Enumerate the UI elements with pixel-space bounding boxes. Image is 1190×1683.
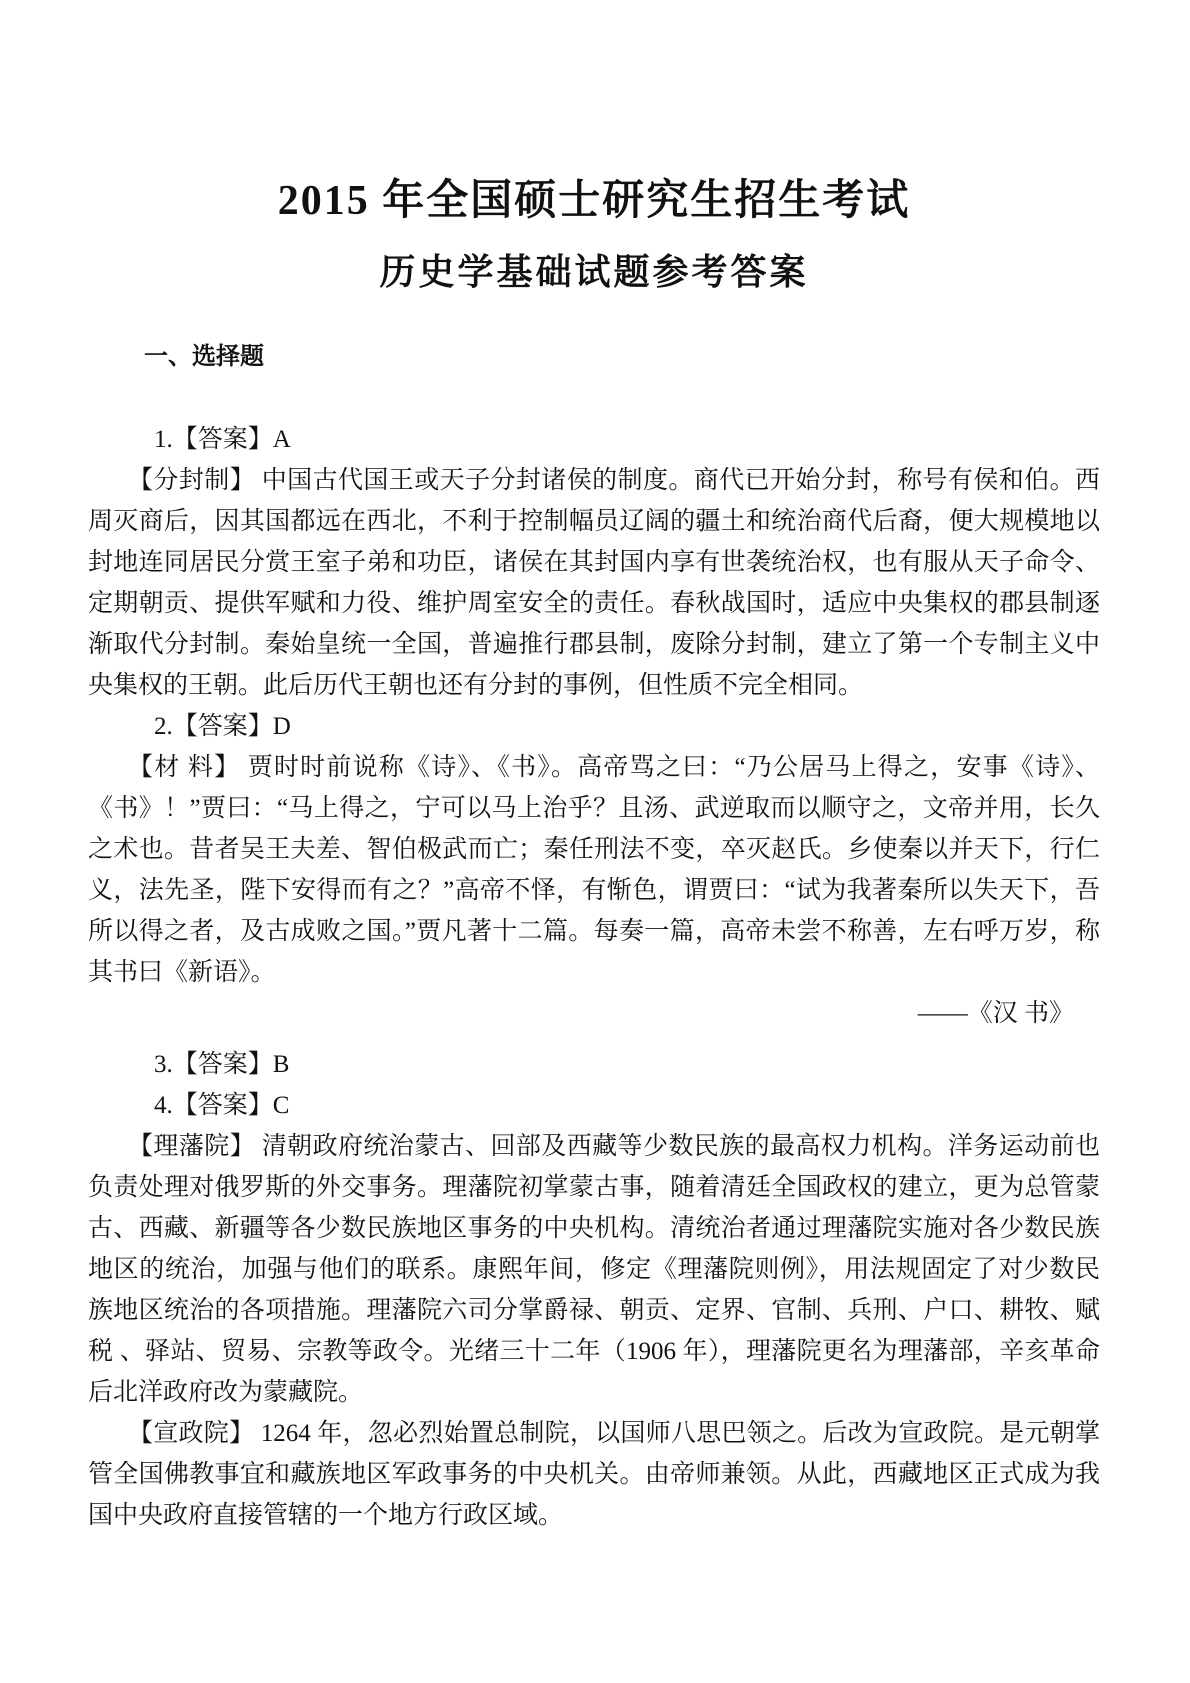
definition-paragraph-xuanzhengyuan: 【宣政院】 1264 年，忽必烈始置总制院，以国师八思巴领之。后改为宣政院。是元朝掌管全国佛教事宜和藏族地区军政事务的中央机关。由帝师兼领。从此，西藏地区正式成为我国中央政府直接管辖的一个地方行政区域。 <box>88 1420 1100 1529</box>
page-subtitle: 历史学基础试题参考答案 <box>379 251 809 292</box>
answer-line-4: 4.【答案】C <box>154 1092 290 1119</box>
page-title: 2015 年全国硕士研究生招生考试 <box>277 178 911 224</box>
answer-line-2: 2.【答案】D <box>154 713 291 740</box>
section-heading-multiple-choice: 一、选择题 <box>144 343 264 370</box>
source-attribution: ——《汉 书》 <box>917 1000 1074 1027</box>
answer-line-1: 1.【答案】A <box>154 426 291 453</box>
material-paragraph-hanshu: 【材 料】 贾时时前说称《诗》、《书》。高帝骂之曰：“乃公居马上得之，安事《诗》、《书》！”贾曰：“马上得之，宁可以马上治乎？且汤、武逆取而以顺守之，文帝并用，长久之术也。昔者吴王夫差、智伯极武而亡；秦任刑法不变，卒灭赵氏。乡使秦以并天下，行仁义，法先圣，陛下安得而有之？”高帝不怿，有惭色，谓贾曰：“试为我著秦所以失天下，吾所以得之者，及古成败之国。”贾凡著十二篇。每奏一篇，高帝未尝不称善，左右呼万岁，称其书曰《新语》。 <box>88 754 1100 986</box>
answers-body <box>88 419 1100 1536</box>
answer-line-3: 3.【答案】B <box>154 1051 290 1078</box>
definition-paragraph-lifanyuan: 【理藩院】 清朝政府统治蒙古、回部及西藏等少数民族的最高权力机构。洋务运动前也负责处理对俄罗斯的外交事务。理藩院初掌蒙古事，随着清廷全国政权的建立，更为总管蒙古、西藏、新疆等各少数民族地区事务的中央机构。清统治者通过理藩院实施对各少数民族地区的统治，加强与他们的联系。康熙年间，修定《理藩院则例》，用法规固定了对少数民族地区统治的各项措施。理藩院六司分掌爵禄、朝贡、定界、官制、兵刑、户口、耕牧、赋税 、驿站、贸易、宗教等政令。光绪三十二年（1906 年），理藩院更名为理藩部，辛亥革命后北洋政府改为蒙藏院。 <box>88 1133 1100 1406</box>
definition-paragraph-fenfengzhi: 【分封制】 中国古代国王或天子分封诸侯的制度。商代已开始分封，称号有侯和伯。西周灭商后，因其国都远在西北，不利于控制幅员辽阔的疆土和统治商代后裔，便大规模地以封地连同居民分赏王室子弟和功臣，诸侯在其封国内享有世袭统治权，也有服从天子命令、定期朝贡、提供军赋和力役、维护周室安全的责任。春秋战国时，适应中央集权的郡县制逐渐取代分封制。秦始皇统一全国，普遍推行郡县制，废除分封制，建立了第一个专制主义中央集权的王朝。此后历代王朝也还有分封的事例，但性质不完全相同。 <box>88 467 1100 699</box>
